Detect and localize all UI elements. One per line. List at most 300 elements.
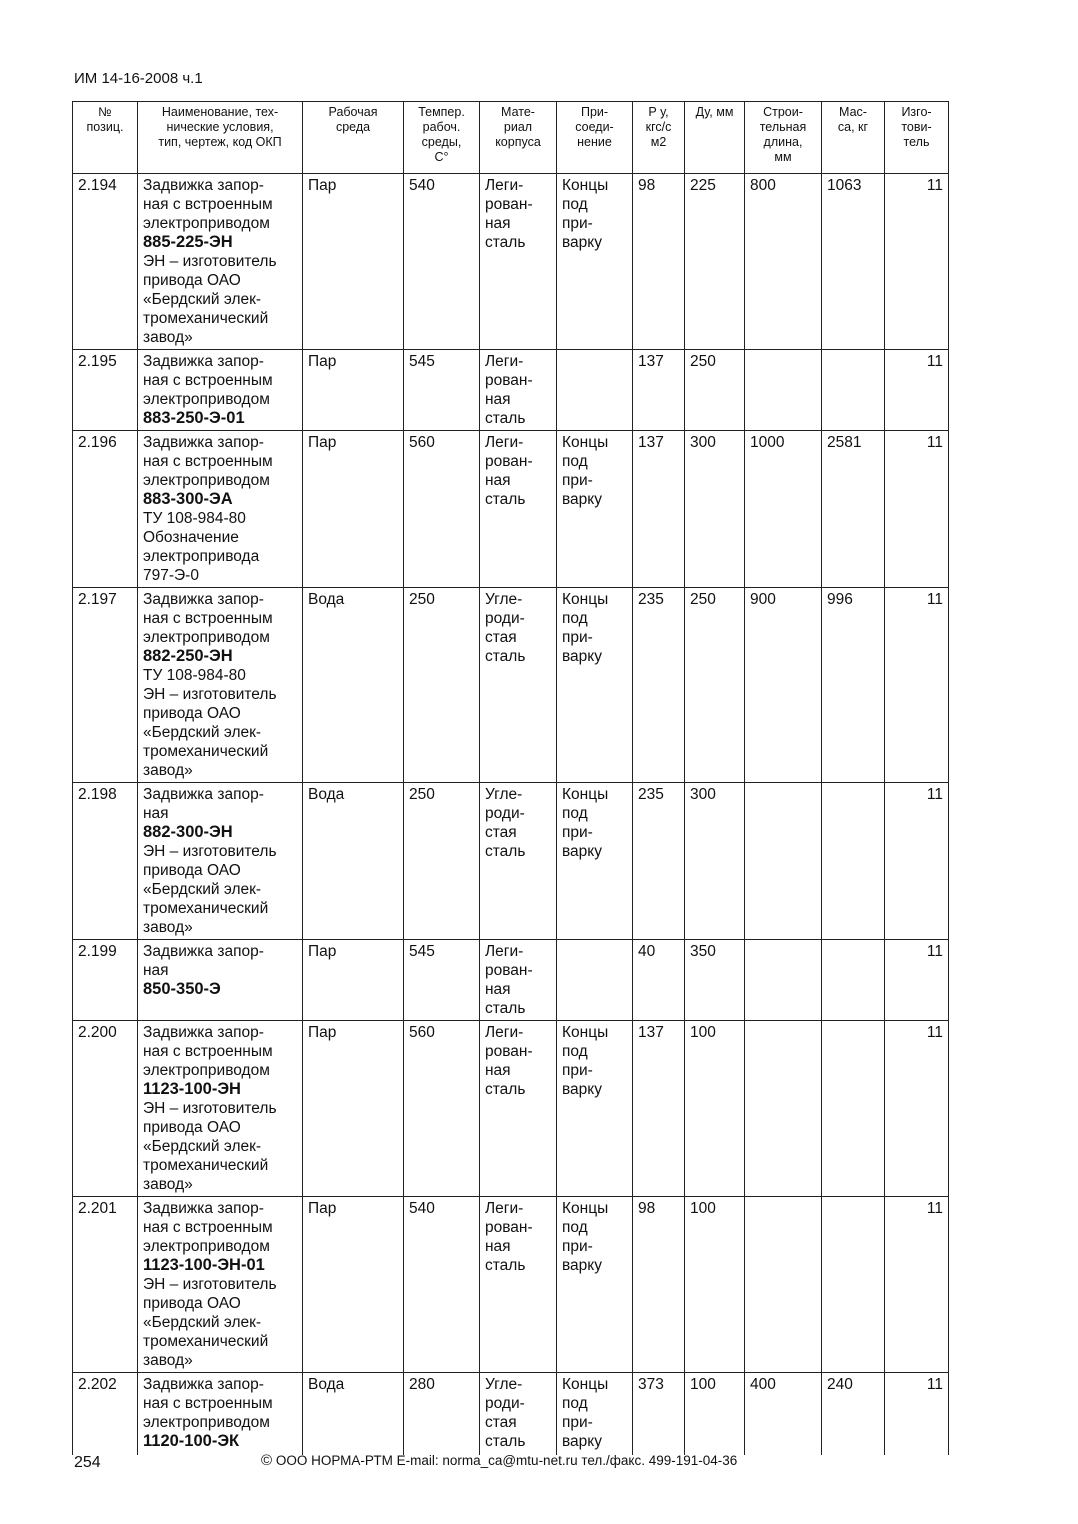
note-line: ЭН – изготовитель [143,686,277,703]
mass-cell-value: 2581 [827,434,862,451]
position-cell [73,1373,138,1455]
column-header-line: са, кг [837,120,869,134]
name-line: Задвижка запор- [143,177,264,194]
connection-line: при- [562,1414,593,1431]
table-row [73,1021,949,1197]
medium-cell [303,588,404,783]
mass-cell [822,1197,885,1373]
note-line: привода ОАО [143,1119,241,1136]
material-line: Леги- [485,353,524,370]
manufacturer-cell [885,1197,949,1373]
column-header-dn [685,102,745,174]
table-row [73,940,949,1021]
note-line: привода ОАО [143,862,241,879]
column-header-line: соеди- [575,120,614,134]
note-line: тромеханический [143,1157,269,1174]
length-cell-value: 400 [750,1376,776,1393]
table-row [73,588,949,783]
manufacturer-cell [885,1021,949,1197]
material-line: рован- [485,453,533,470]
column-header-line: нические условия, [166,120,274,134]
valve-code: 883-250-Э-01 [143,409,245,427]
column-header-length [745,102,822,174]
position-cell [73,1197,138,1373]
medium-cell-value: Пар [308,434,337,451]
material-line: сталь [485,491,526,508]
connection-cell [557,1373,633,1455]
name-line: ная с встроенным [143,372,273,389]
connection-line: варку [562,1257,603,1274]
pressure-cell-value: 235 [638,591,664,608]
diameter-cell [685,940,745,1021]
temperature-cell [404,1021,480,1197]
connection-line: Концы [562,1024,609,1041]
pressure-cell [633,783,685,940]
material-line: Угле- [485,786,523,803]
connection-line: варку [562,843,603,860]
valve-code: 1120-100-ЭК [143,1432,240,1450]
note-line: «Бердский элек- [143,291,262,308]
connection-cell [557,174,633,350]
material-line: сталь [485,648,526,665]
mass-cell [822,1021,885,1197]
mass-cell [822,431,885,588]
note-line: завод» [143,1176,193,1193]
length-cell [745,588,822,783]
material-cell [480,1197,557,1373]
column-header-line: позиц. [86,120,124,134]
temperature-cell-value: 280 [409,1376,435,1393]
manufacturer-cell-value: 11 [926,591,943,608]
footer-contact-text: ООО НОРМА-РТМ E-mail: norma_ca@mtu-net.ru тел./факс. 499-191-04-36 [275,1453,738,1468]
name-line: Задвижка запор- [143,1200,264,1217]
connection-line: под [562,453,588,470]
length-cell [745,431,822,588]
medium-cell-value: Пар [308,943,337,960]
material-line: сталь [485,1257,526,1274]
length-cell-value: 1000 [750,434,785,451]
length-cell [745,940,822,1021]
material-line: Леги- [485,1024,524,1041]
pressure-cell [633,431,685,588]
connection-line: под [562,610,588,627]
manufacturer-cell [885,783,949,940]
mass-cell [822,174,885,350]
position-cell [73,350,138,431]
temperature-cell-value: 540 [409,177,435,194]
manufacturer-cell-value: 11 [926,1200,943,1217]
material-line: стая [485,629,517,646]
material-line: роди- [485,610,525,627]
column-header-maker [885,102,949,174]
table-body [73,174,949,1455]
note-line: завод» [143,919,193,936]
column-header-line: корпуса [495,135,541,149]
position-cell [73,588,138,783]
column-header-material [480,102,557,174]
temperature-cell-value: 540 [409,1200,435,1217]
connection-line: варку [562,1081,603,1098]
diameter-cell-value: 100 [690,1200,716,1217]
temperature-cell-value: 545 [409,353,435,370]
material-cell [480,588,557,783]
position-cell-value: 2.199 [78,943,117,960]
name-line: Задвижка запор- [143,353,264,370]
name-line: электроприводом [143,215,270,232]
manufacturer-cell-value: 11 [926,786,943,803]
note-line: «Бердский элек- [143,724,262,741]
connection-line: при- [562,1062,593,1079]
manufacturer-cell [885,588,949,783]
column-header-line: м2 [650,135,667,149]
manufacturer-cell-value: 11 [926,353,943,370]
medium-cell [303,1373,404,1455]
note-line: ЭН – изготовитель [143,1100,277,1117]
column-header-medium [303,102,404,174]
diameter-cell [685,1197,745,1373]
note-line: привода ОАО [143,272,241,289]
material-line: роди- [485,1395,525,1412]
note-line: «Бердский элек- [143,1314,262,1331]
temperature-cell [404,783,480,940]
valve-code: 882-250-ЭН [143,647,233,665]
position-cell-value: 2.198 [78,786,117,803]
column-header-line: рабоч. [422,120,461,134]
pressure-cell-value: 98 [638,1200,656,1217]
temperature-cell [404,588,480,783]
note-line: завод» [143,1352,193,1369]
material-line: стая [485,824,517,841]
medium-cell [303,174,404,350]
connection-line: под [562,1395,588,1412]
pressure-cell-value: 137 [638,434,664,451]
material-line: Леги- [485,434,524,451]
temperature-cell [404,431,480,588]
material-cell [480,940,557,1021]
diameter-cell [685,431,745,588]
position-cell-value: 2.201 [78,1200,117,1217]
temperature-cell [404,350,480,431]
manufacturer-cell-value: 11 [926,1024,943,1041]
connection-line: Концы [562,434,609,451]
column-header-temp [404,102,480,174]
column-header-line: Наименование, тех- [161,105,279,119]
pressure-cell-value: 137 [638,1024,664,1041]
medium-cell [303,350,404,431]
manufacturer-cell-value: 11 [926,943,943,960]
length-cell [745,783,822,940]
connection-line: варку [562,491,603,508]
length-cell-value: 900 [750,591,776,608]
note-line: «Бердский элек- [143,881,262,898]
material-line: ная [485,1062,511,1079]
table-row [73,431,949,588]
temperature-cell-value: 560 [409,1024,435,1041]
temperature-cell [404,1197,480,1373]
diameter-cell [685,588,745,783]
diameter-cell-value: 250 [690,591,716,608]
pressure-cell [633,1373,685,1455]
pressure-cell-value: 98 [638,177,656,194]
material-cell [480,783,557,940]
material-line: ная [485,981,511,998]
material-line: рован- [485,962,533,979]
column-header-line: При- [580,105,609,119]
medium-cell [303,1021,404,1197]
note-line: тромеханический [143,1333,269,1350]
material-line: сталь [485,1081,526,1098]
material-line: Леги- [485,1200,524,1217]
column-header-mass [822,102,885,174]
connection-line: Концы [562,1376,609,1393]
temperature-cell-value: 250 [409,786,435,803]
manufacturer-cell [885,350,949,431]
column-header-pressure [633,102,685,174]
connection-cell [557,783,633,940]
medium-cell-value: Пар [308,177,337,194]
column-header-line: тель [903,135,930,149]
column-header-line: Строи- [763,105,803,119]
length-cell [745,1373,822,1455]
note-line: завод» [143,329,193,346]
position-cell-value: 2.197 [78,591,117,608]
note-line: завод» [143,762,193,779]
name-cell [138,940,303,1021]
valve-code: 882-300-ЭН [143,823,233,841]
material-cell [480,350,557,431]
connection-line: Концы [562,786,609,803]
name-line: электроприводом [143,1062,270,1079]
material-line: Леги- [485,177,524,194]
note-line: электропривода [143,548,260,565]
document-code: ИМ 14-16-2008 ч.1 [74,70,203,87]
column-header-line: риал [503,120,533,134]
name-line: ная с встроенным [143,453,273,470]
column-header-line: С° [434,150,449,164]
medium-cell-value: Вода [308,786,345,803]
material-line: ная [485,391,511,408]
medium-cell [303,940,404,1021]
column-header-line: № [98,105,112,119]
medium-cell-value: Вода [308,591,345,608]
pressure-cell-value: 373 [638,1376,664,1393]
manufacturer-cell [885,940,949,1021]
mass-cell [822,350,885,431]
diameter-cell [685,783,745,940]
diameter-cell-value: 225 [690,177,716,194]
column-header-line: мм [774,150,792,164]
mass-cell [822,783,885,940]
note-line: привода ОАО [143,705,241,722]
name-line: ная с встроенным [143,1043,273,1060]
material-line: сталь [485,234,526,251]
valve-code: 1123-100-ЭН [143,1080,241,1098]
connection-line: при- [562,824,593,841]
name-line: ная с встроенным [143,1219,273,1236]
diameter-cell-value: 300 [690,786,716,803]
medium-cell [303,431,404,588]
material-line: сталь [485,1433,526,1450]
length-cell [745,1197,822,1373]
connection-line: под [562,805,588,822]
position-cell [73,174,138,350]
connection-cell [557,1197,633,1373]
column-header-line: тип, чертеж, код ОКП [158,135,282,149]
note-line: «Бердский элек- [143,1138,262,1155]
column-header-line: кгс/с [645,120,672,134]
length-cell [745,350,822,431]
manufacturer-cell-value: 11 [926,434,943,451]
valve-code: 1123-100-ЭН-01 [143,1256,265,1274]
valve-code: 850-350-Э [143,980,221,998]
connection-cell [557,940,633,1021]
material-line: роди- [485,805,525,822]
table-row [73,1373,949,1455]
table-row [73,350,949,431]
pressure-cell [633,1197,685,1373]
note-line: ТУ 108-984-80 [143,667,246,684]
pressure-cell [633,1021,685,1197]
table-header [73,102,949,174]
position-cell-value: 2.194 [78,177,117,194]
temperature-cell [404,174,480,350]
material-line: сталь [485,843,526,860]
material-line: рован- [485,372,533,389]
note-line: 797-Э-0 [143,567,199,584]
note-line: ЭН – изготовитель [143,843,277,860]
valve-code: 883-300-ЭА [143,490,233,508]
diameter-cell [685,1021,745,1197]
pressure-cell [633,174,685,350]
connection-line: под [562,1219,588,1236]
position-cell-value: 2.195 [78,353,117,370]
temperature-cell-value: 545 [409,943,435,960]
table-row [73,174,949,350]
connection-line: варку [562,1433,603,1450]
temperature-cell-value: 560 [409,434,435,451]
column-header-line: среда [335,120,371,134]
note-line: ТУ 108-984-80 [143,510,246,527]
name-cell [138,1021,303,1197]
position-cell [73,431,138,588]
medium-cell-value: Пар [308,353,337,370]
diameter-cell-value: 350 [690,943,716,960]
name-line: Задвижка запор- [143,943,264,960]
length-cell-value: 800 [750,177,776,194]
name-cell [138,174,303,350]
mass-cell-value: 1063 [827,177,862,194]
column-header-line: длина, [763,135,803,149]
material-cell [480,1373,557,1455]
name-line: ная [143,962,169,979]
connection-cell [557,431,633,588]
name-cell [138,588,303,783]
mass-cell [822,588,885,783]
name-line: Задвижка запор- [143,1376,264,1393]
material-line: сталь [485,1000,526,1017]
name-line: ная [143,805,169,822]
name-line: электроприводом [143,1414,270,1431]
diameter-cell-value: 100 [690,1024,716,1041]
material-cell [480,431,557,588]
connection-line: варку [562,648,603,665]
name-line: Задвижка запор- [143,786,264,803]
diameter-cell-value: 250 [690,353,716,370]
diameter-cell [685,1373,745,1455]
mass-cell-value: 996 [827,591,853,608]
pressure-cell [633,940,685,1021]
name-line: электроприводом [143,629,270,646]
name-cell [138,1197,303,1373]
column-header-line: Мате- [501,105,535,119]
manufacturer-cell-value: 11 [926,1376,943,1393]
medium-cell [303,1197,404,1373]
connection-line: при- [562,215,593,232]
name-line: Задвижка запор- [143,434,264,451]
connection-line: при- [562,1238,593,1255]
diameter-cell [685,350,745,431]
diameter-cell [685,174,745,350]
pressure-cell-value: 40 [638,943,656,960]
pressure-cell [633,588,685,783]
note-line: тромеханический [143,900,269,917]
mass-cell [822,1373,885,1455]
temperature-cell [404,940,480,1021]
name-line: ная с встроенным [143,610,273,627]
material-line: ная [485,1238,511,1255]
material-line: стая [485,1414,517,1431]
note-line: привода ОАО [143,1295,241,1312]
connection-cell [557,350,633,431]
pressure-cell-value: 235 [638,786,664,803]
column-header-line: Мас- [839,105,867,119]
valve-code: 885-225-ЭН [143,233,233,251]
material-line: рован- [485,1043,533,1060]
note-line: ЭН – изготовитель [143,253,277,270]
position-cell-value: 2.202 [78,1376,117,1393]
length-cell [745,1021,822,1197]
name-cell [138,1373,303,1455]
column-header-line: Изго- [901,105,932,119]
mass-cell [822,940,885,1021]
connection-line: Концы [562,177,609,194]
length-cell [745,174,822,350]
copyright-icon: © [261,1452,273,1469]
name-cell [138,350,303,431]
material-line: Леги- [485,943,524,960]
footer [261,1452,737,1469]
column-header-pos [73,102,138,174]
page-number: 254 [74,1454,101,1471]
column-header-line: Рабочая [328,105,378,119]
name-line: Задвижка запор- [143,591,264,608]
manufacturer-cell [885,1373,949,1455]
name-line: электроприводом [143,391,270,408]
medium-cell-value: Вода [308,1376,345,1393]
medium-cell-value: Пар [308,1024,337,1041]
manufacturer-cell-value: 11 [926,177,943,194]
note-line: тромеханический [143,310,269,327]
pressure-cell-value: 137 [638,353,664,370]
material-line: рован- [485,1219,533,1236]
medium-cell [303,783,404,940]
connection-cell [557,1021,633,1197]
note-line: Обозначение [143,529,239,546]
table-row [73,783,949,940]
table-header-row [73,102,949,174]
position-cell-value: 2.196 [78,434,117,451]
column-header-line: среды, [421,135,462,149]
